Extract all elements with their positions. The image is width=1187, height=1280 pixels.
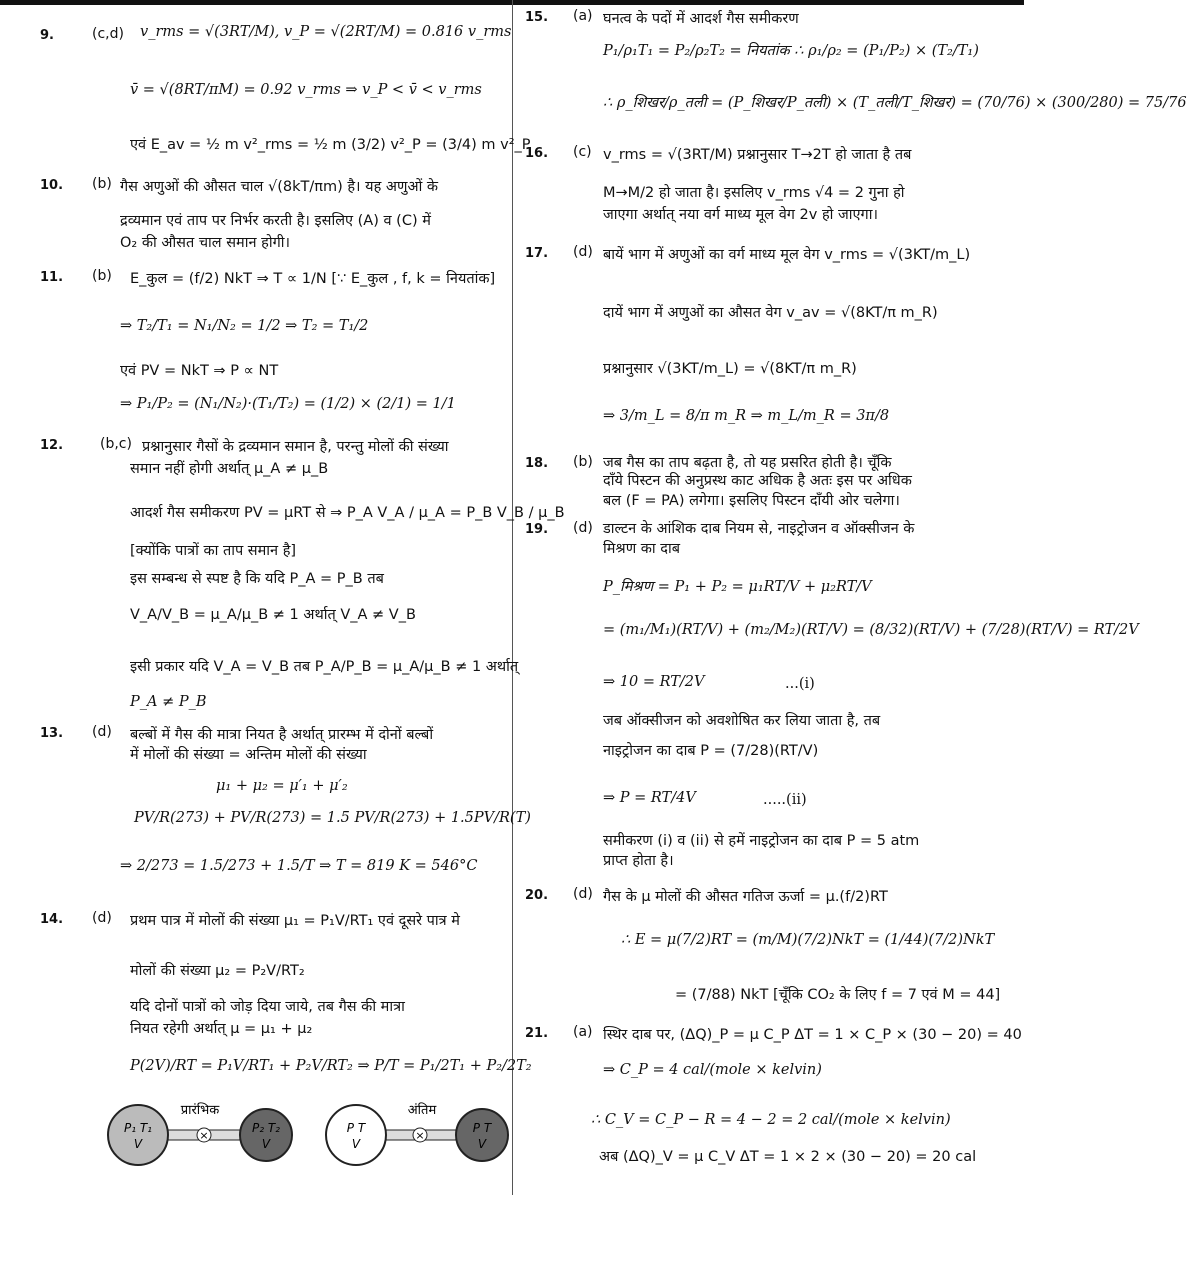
line: जब गैस का ताप बढ़ता है, तो यह प्रसरित होती है। चूँकि [603,455,892,471]
svg-text:P₁ T₁: P₁ T₁ [123,1121,153,1135]
equation-tag: ...(i) [785,676,815,692]
line: प्रश्नानुसार √(3KT/m_L) = √(8KT/π m_R) [603,361,857,377]
line: ⇒ P₁/P₂ = (N₁/N₂)·(T₁/T₂) = (1/2) × (2/1) = 1/1 [120,396,456,412]
line: [क्योंकि पात्रों का ताप समान है] [130,543,297,559]
line: ∴ E = μ(7/2)RT = (m/M)(7/2)NkT = (1/44)(7/2)NkT [621,932,995,948]
bulb-left [326,1105,386,1165]
line: द्रव्यमान एवं ताप पर निर्भर करती है। इसलिए (A) व (C) में [120,213,431,229]
line: दाँये पिस्टन की अनुप्रस्थ काट अधिक है अतः इस पर अधिक [603,473,912,489]
line: प्रथम पात्र में मोलों की संख्या μ₁ = P₁V/RT₁ एवं दूसरे पात्र मे [130,913,460,929]
line: = (m₁/M₁)(RT/V) + (m₂/M₂)(RT/V) = (8/32)(RT/V) + (7/28)(RT/V) = RT/2V [603,622,1139,638]
line: इस सम्बन्ध से स्पष्ट है कि यदि P_A = P_B तब [130,571,384,587]
line: ⇒ 10 = RT/2V [603,674,705,690]
svg-text:V: V [261,1137,271,1151]
svg-text:P₂ T₂: P₂ T₂ [251,1121,281,1135]
line: में मोलों की संख्या = अन्तिम मोलों की संख्या [130,747,367,763]
line: μ₁ + μ₂ = μ′₁ + μ′₂ [216,778,348,794]
line: प्रश्नानुसार गैसों के द्रव्यमान समान है, परन्तु मोलों की संख्या [142,439,449,455]
bulb-diagram [100,1096,540,1186]
line: गैस अणुओं की औसत चाल √(8kT/πm) है। यह अणुओं के [120,179,439,195]
initial-state [108,1102,292,1165]
line: बल (F = PA) लगेगा। इसलिए पिस्टन दाँयी ओर चलेगा। [603,493,900,509]
svg-text:P T: P T [472,1121,492,1135]
line: स्थिर दाब पर, (ΔQ)_P = μ C_P ΔT = 1 × C_P × (30 − 20) = 40 [603,1027,1022,1043]
line: ⇒ T₂/T₁ = N₁/N₂ = 1/2 ⇒ T₂ = T₁/2 [120,318,369,334]
bulb-right [240,1109,292,1161]
line: अब (ΔQ)_V = μ C_V ΔT = 1 × 2 × (30 − 20) = 20 cal [599,1149,977,1165]
line: O₂ की औसत चाल समान होगी। [120,235,291,251]
line: जब ऑक्सीजन को अवशोषित कर लिया जाता है, तब [603,713,881,729]
line: एवं E_av = ½ m v²_rms = ½ m (3/2) v²_P = (3/4) m v²_P [130,137,531,153]
line: डाल्टन के आंशिक दाब नियम से, नाइट्रोजन व ऑक्सीजन के [603,521,915,537]
line: जाएगा अर्थात् नया वर्ग माध्य मूल वेग 2v हो जाएगा। [603,207,878,223]
line: v̄ = √(8RT/πM) = 0.92 v_rms ⇒ v_P < v̄ < v_rms [130,82,482,98]
svg-text:V: V [477,1137,487,1151]
line: घनत्व के पदों में आदर्श गैस समीकरण [603,11,799,27]
line: समान नहीं होगी अर्थात् μ_A ≠ μ_B [130,461,329,477]
column-divider [512,0,513,1195]
line: P₁/ρ₁T₁ = P₂/ρ₂T₂ = नियतांक ∴ ρ₁/ρ₂ = (P₁/P₂) × (T₂/T₁) [603,43,979,59]
bulb-right [456,1109,508,1161]
line: P(2V)/RT = P₁V/RT₁ + P₂V/RT₂ ⇒ P/T = P₁/2T₁ + P₂/2T₂ [130,1058,532,1074]
line: ∴ C_V = C_P − R = 4 − 2 = 2 cal/(mole × kelvin) [591,1112,951,1128]
line: PV/R(273) + PV/R(273) = 1.5 PV/R(273) + 1.5PV/R(T) [134,810,531,826]
svg-text:×: × [199,1129,209,1142]
svg-text:×: × [415,1129,425,1142]
line: इसी प्रकार यदि V_A = V_B तब P_A/P_B = μ_A/μ_B ≠ 1 अर्थात् [130,659,519,675]
line: ∴ ρ_शिखर/ρ_तली = (P_शिखर/P_तली) × (T_तली/T_शिखर) = (70/76) × (300/280) = 75/76 [603,95,1187,111]
svg-text:V: V [133,1137,143,1151]
line: प्राप्त होता है। [603,853,674,869]
line: v_rms = √(3RT/M), v_P = √(2RT/M) = 0.816 v_rms [140,24,512,40]
line: एवं PV = NkT ⇒ P ∝ NT [120,363,279,379]
line: v_rms = √(3RT/M) प्रश्नानुसार T→2T हो जाता है तब [603,147,912,163]
line: दायें भाग में अणुओं का औसत वेग v_av = √(8KT/π m_R) [603,305,938,321]
bulb-left [108,1105,168,1165]
line: नियत रहेगी अर्थात् μ = μ₁ + μ₂ [130,1021,313,1037]
line: ⇒ 2/273 = 1.5/273 + 1.5/T ⇒ T = 819 K = 546°C [120,858,478,874]
initial-label: प्रारंभिक [180,1103,220,1118]
final-state [326,1102,508,1165]
line: ⇒ P = RT/4V [603,790,696,806]
line: ⇒ 3/m_L = 8/π m_R ⇒ m_L/m_R = 3π/8 [603,408,890,424]
line: P_A ≠ P_B [130,694,207,710]
line: = (7/88) NkT [चूँकि CO₂ के लिए f = 7 एवं M = 44] [675,987,1001,1003]
equation-tag: .....(ii) [763,792,807,808]
line: मोलों की संख्या μ₂ = P₂V/RT₂ [130,963,305,979]
line: P_मिश्रण = P₁ + P₂ = μ₁RT/V + μ₂RT/V [603,579,872,595]
line: यदि दोनों पात्रों को जोड़ दिया जाये, तब गैस की मात्रा [130,999,405,1015]
final-label: अंतिम [407,1103,437,1118]
line: मिश्रण का दाब [603,541,681,557]
svg-text:V: V [351,1137,361,1151]
line: M→M/2 हो जाता है। इसलिए v_rms √4 = 2 गुना हो [603,185,905,201]
line: समीकरण (i) व (ii) से हमें नाइट्रोजन का दाब P = 5 atm [603,833,920,849]
line: आदर्श गैस समीकरण PV = μRT से ⇒ P_A V_A / μ_A = P_B V_B / μ_B [130,505,565,521]
line: नाइट्रोजन का दाब P = (7/28)(RT/V) [603,743,819,759]
line: बायें भाग में अणुओं का वर्ग माध्य मूल वेग v_rms = √(3KT/m_L) [603,247,971,263]
line: E_कुल = (f/2) NkT ⇒ T ∝ 1/N [∵ E_कुल , f, k = नियतांक] [130,271,496,287]
line: गैस के μ मोलों की औसत गतिज ऊर्जा = μ.(f/2)RT [603,889,888,905]
line: V_A/V_B = μ_A/μ_B ≠ 1 अर्थात् V_A ≠ V_B [130,607,416,623]
line: ⇒ C_P = 4 cal/(mole × kelvin) [603,1062,822,1078]
line: बल्बों में गैस की मात्रा नियत है अर्थात् प्रारम्भ में दोनों बल्बों [130,727,434,743]
svg-text:P T: P T [346,1121,366,1135]
